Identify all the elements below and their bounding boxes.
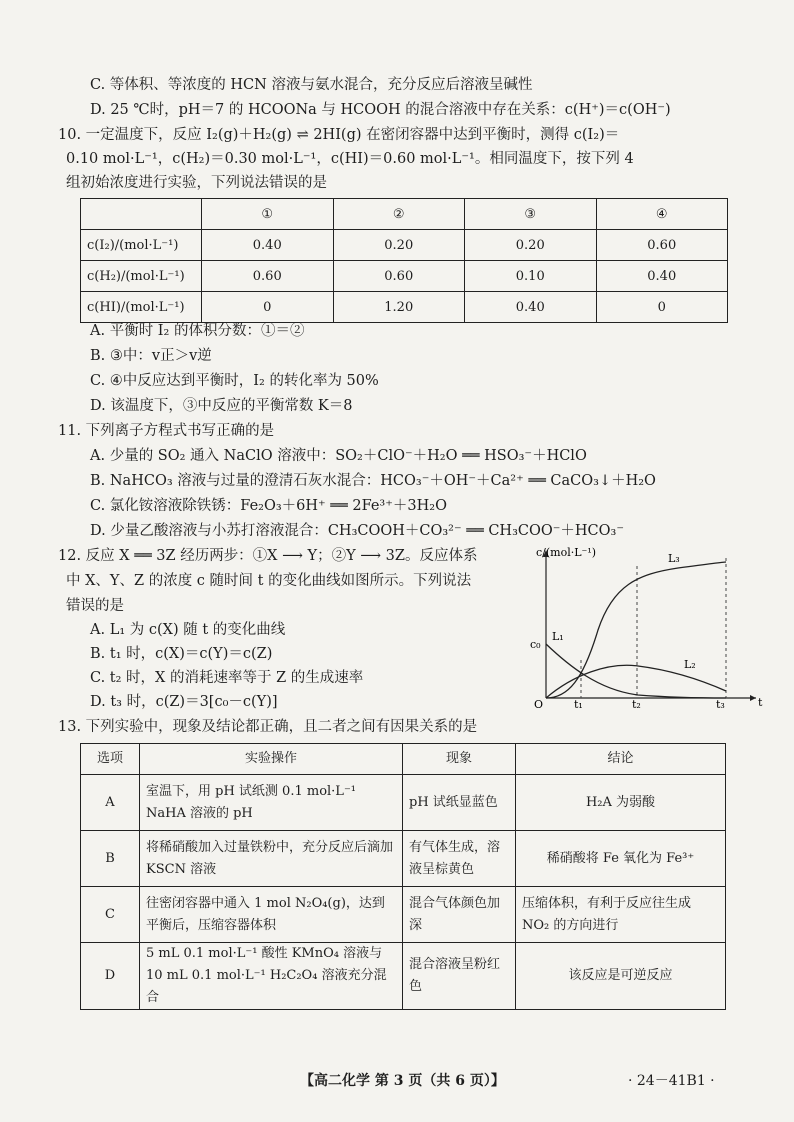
q13-table-row [81,775,726,831]
q11-option-a: A. 少量的 SO₂ 通入 NaClO 溶液中：SO₂＋ClO⁻＋H₂O ══ HSO₃⁻＋HClO [90,448,587,464]
q11-stem: 11. 下列离子方程式书写正确的是 [58,423,275,439]
q10-cell: 0.20 [333,230,465,261]
q10-cell: c(I₂)/(mol·L⁻¹) [81,230,202,261]
x-tick-t3: t₃ [716,698,725,710]
q13-table-row [81,943,726,1010]
q12-option-a: A. L₁ 为 c(X) 随 t 的变化曲线 [90,622,286,638]
q13-cell: 往密闭容器中通入 1 mol N₂O₄(g)，达到平衡后，压缩容器体积 [140,887,403,943]
q9-option-c: C. 等体积、等浓度的 HCN 溶液与氨水混合，充分反应后溶液呈碱性 [90,77,533,93]
q11-option-d: D. 少量乙酸溶液与小苏打溶液混合：CH₃COOH＋CO₃²⁻ ══ CH₃COO⁻＋HCO₃⁻ [90,523,624,539]
q10-cell: 0 [202,292,334,323]
q11-option-b: B. NaHCO₃ 溶液与过量的澄清石灰水混合：HCO₃⁻＋OH⁻＋Ca²⁺ ══ CaCO₃↓＋H₂O [90,473,656,489]
q10-cell: c(H₂)/(mol·L⁻¹) [81,261,202,292]
q13-cell: A [81,775,140,831]
q13-header-cell: 选项 [81,744,140,775]
q13-table [80,743,726,1010]
q12-stem-line1: 12. 反应 X ══ 3Z 经历两步：①X ⟶ Y；②Y ⟶ 3Z。反应体系 [58,548,478,564]
label-L2: L₂ [684,658,696,671]
q10-header-cell: ① [202,199,334,230]
q10-cell: 1.20 [333,292,465,323]
q10-table-row [81,261,728,292]
q12-stem-line2: 中 X、Y、Z 的浓度 c 随时间 t 的变化曲线如图所示。下列说法 [66,573,472,589]
label-L1: L₁ [552,630,564,643]
q13-cell: H₂A 为弱酸 [516,775,726,831]
q12-concentration-chart [528,540,764,710]
y-axis-label: c/(mol·L⁻¹) [536,546,597,559]
q13-cell: 5 mL 0.1 mol·L⁻¹ 酸性 KMnO₄ 溶液与 10 mL 0.1 mol·L⁻¹ H₂C₂O₄ 溶液充分混合 [140,943,403,1010]
q13-cell: C [81,887,140,943]
q13-cell: 稀硝酸将 Fe 氧化为 Fe³⁺ [516,831,726,887]
q10-header-cell: ④ [596,199,728,230]
q13-cell: 有气体生成，溶液呈棕黄色 [403,831,516,887]
q10-table-header [81,199,728,230]
curve-L2 [546,665,726,698]
y-tick-c0: c₀ [530,638,541,651]
q10-stem-line2: 0.10 mol·L⁻¹，c(H₂)＝0.30 mol·L⁻¹，c(HI)＝0.60 mol·L⁻¹。相同温度下，按下列 4 [66,151,634,167]
q13-cell: 混合溶液呈粉红色 [403,943,516,1010]
q11-option-c: C. 氯化铵溶液除铁锈：Fe₂O₃＋6H⁺ ══ 2Fe³⁺＋3H₂O [90,498,447,514]
q10-option-b: B. ③中：v正＞v逆 [90,348,212,364]
q10-table [80,198,728,323]
q13-cell: 压缩体积，有利于反应往生成 NO₂ 的方向进行 [516,887,726,943]
q10-cell: 0.60 [333,261,465,292]
origin-label: O [534,698,544,710]
q13-cell: B [81,831,140,887]
x-axis-arrow [750,695,756,701]
q13-stem: 13. 下列实验中，现象及结论都正确，且二者之间有因果关系的是 [58,719,478,735]
q10-cell: 0.60 [202,261,334,292]
curve-L1 [546,644,726,698]
x-tick-t1: t₁ [574,698,583,710]
q10-table-row [81,230,728,261]
q13-cell: 该反应是可逆反应 [516,943,726,1010]
q10-cell: c(HI)/(mol·L⁻¹) [81,292,202,323]
q10-header-cell: ② [333,199,465,230]
q10-cell: 0.10 [465,261,597,292]
q13-table-header [81,744,726,775]
q13-table-row [81,831,726,887]
q10-option-c: C. ④中反应达到平衡时，I₂ 的转化率为 50% [90,373,379,389]
x-tick-t2: t₂ [632,698,641,710]
q12-option-d: D. t₃ 时，c(Z)＝3[c₀－c(Y)] [90,694,278,710]
page-footer-code: · 24－41B1 · [628,1073,715,1089]
x-axis-label: t [758,696,763,709]
q13-cell: 将稀硝酸加入过量铁粉中，充分反应后滴加 KSCN 溶液 [140,831,403,887]
q10-table-row [81,292,728,323]
q12-stem-line3: 错误的是 [66,598,124,614]
q10-cell: 0.20 [465,230,597,261]
q10-option-d: D. 该温度下，③中反应的平衡常数 K＝8 [90,398,353,414]
q10-cell: 0.40 [202,230,334,261]
q13-cell: 混合气体颜色加深 [403,887,516,943]
label-L3: L₃ [668,552,680,565]
q9-option-d: D. 25 ℃时，pH＝7 的 HCOONa 与 HCOOH 的混合溶液中存在关系：c(H⁺)＝c(OH⁻) [90,102,671,118]
q13-cell: 室温下，用 pH 试纸测 0.1 mol·L⁻¹ NaHA 溶液的 pH [140,775,403,831]
q10-stem-line3: 组初始浓度进行实验，下列说法错误的是 [66,175,327,191]
q10-header-cell [81,199,202,230]
q10-cell: 0.40 [465,292,597,323]
q13-header-cell: 实验操作 [140,744,403,775]
q13-cell: D [81,943,140,1010]
q13-table-row [81,887,726,943]
q10-header-cell: ③ [465,199,597,230]
q13-header-cell: 现象 [403,744,516,775]
q12-option-b: B. t₁ 时，c(X)＝c(Y)＝c(Z) [90,646,273,662]
q12-option-c: C. t₂ 时，X 的消耗速率等于 Z 的生成速率 [90,670,364,686]
q13-cell: pH 试纸显蓝色 [403,775,516,831]
page-footer-title: 【高二化学 第 3 页（共 6 页）】 [300,1073,505,1089]
q10-stem-line1: 10. 一定温度下，反应 I₂(g)＋H₂(g) ⇌ 2HI(g) 在密闭容器中达到平衡时，测得 c(I₂)＝ [58,127,620,143]
q13-header-cell: 结论 [516,744,726,775]
q10-cell: 0.40 [596,261,728,292]
q10-cell: 0.60 [596,230,728,261]
q10-cell: 0 [596,292,728,323]
q10-option-a: A. 平衡时 I₂ 的体积分数：①＝② [90,323,305,339]
curve-L3 [546,562,726,698]
